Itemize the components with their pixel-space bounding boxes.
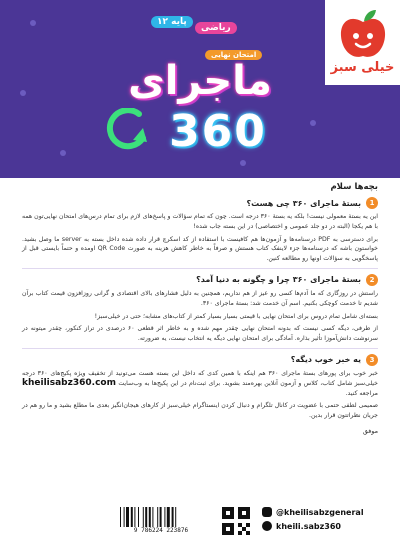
- instagram-icon: [262, 507, 272, 517]
- barcode-bar: [131, 507, 133, 527]
- isbn-number: 9 786224 223876: [133, 527, 189, 534]
- back-cover-text: [22, 182, 378, 435]
- telegram-icon: [262, 521, 272, 531]
- barcode-bar: [120, 507, 121, 527]
- barcode-bar: [124, 507, 125, 527]
- barcode-bar: [134, 507, 135, 527]
- rotate-arrow-icon: [99, 108, 151, 152]
- paragraph: برای دسترسی به PDF درسنامه‌ها و آزمون‌ها هم کافیست با استفاده از کد اسکرچ قرار داده شده داخل بسته به server ما وصل بشید. خواستون باشه که درسنامه‌ها جزء لاینفک کتاب هستش و صرفاً به خاطر کاهش هزینه به صورت QR Code اومده و حتماً بایستی قبل از پاسخگویی به سؤالات اونها رو مطالعه کنین.: [22, 235, 379, 263]
- section-title: بستهٔ ماجرای ۳۶۰ چی هست؟: [246, 198, 361, 208]
- closing-word: موفق: [362, 426, 378, 435]
- website-link[interactable]: kheilisabz360.com: [22, 377, 116, 388]
- telegram-handle: kheili.sabz360: [276, 521, 341, 531]
- decor-dot: [60, 150, 66, 156]
- social-links: [262, 505, 382, 533]
- subject-tag: ریاضی: [195, 22, 237, 34]
- instagram-link[interactable]: [262, 505, 382, 519]
- greeting: بچه‌ها سلام: [330, 182, 378, 192]
- paragraph: این یه بستهٔ معمولی نیست! بلکه یه بستهٔ ۳۶۰ درجه است. چون که تمام سؤالات و پاسخ‌های لازم برای تمام درس‌های امتحان نهایی‌تون همه با هم یکجا (البته در دو جلد عمومی و اختصاصی) در این بسته جاب شده!: [22, 213, 379, 230]
- instagram-handle: @kheilisabzgeneral: [276, 507, 364, 517]
- telegram-link[interactable]: [262, 519, 382, 533]
- divider: [22, 348, 378, 349]
- barcode-bar: [126, 507, 129, 527]
- section-number: 2: [366, 274, 378, 286]
- final-exam-tag: امتحان نهایی: [205, 50, 262, 60]
- section-number: 1: [366, 197, 378, 209]
- barcode-bar: [143, 507, 144, 527]
- barcode-bar: [138, 507, 139, 527]
- divider: [22, 268, 378, 269]
- apple-logo-icon: [338, 8, 388, 62]
- section-heading-1: [22, 197, 378, 209]
- section-title: یه خبر خوب دیگه؟: [290, 355, 361, 365]
- decor-dot: [310, 120, 316, 126]
- barcode-bar: [157, 507, 158, 527]
- isbn-barcode: [116, 505, 206, 537]
- decor-dot: [20, 90, 26, 96]
- cover-header: [0, 0, 400, 178]
- paragraph: صمیمی لطفی حتمی با عضویت در کانال تلگرام و دنبال کردن اینستاگرام خیلی‌سبز از کارهای هیجان‌انگیز بعدی ما مطلع بشید و ما رو هم در جریان نظراتتون قرار بدین.: [22, 402, 378, 420]
- barcode-bar: [149, 507, 151, 527]
- title-number: 360: [169, 106, 267, 157]
- paragraph-text: مراجعه کنید.: [345, 389, 378, 397]
- publisher-logo: [325, 0, 400, 85]
- section-number: 3: [366, 354, 378, 366]
- barcode-bar: [160, 507, 162, 527]
- title-text: ماجرای: [128, 58, 272, 104]
- barcode-bar: [152, 507, 153, 527]
- barcode-bar: [172, 507, 174, 527]
- footer: [0, 505, 400, 540]
- barcode-bar: [175, 507, 176, 527]
- barcode-bar: [167, 507, 170, 527]
- barcode-bars: [120, 507, 202, 527]
- paragraph: [22, 369, 378, 398]
- qr-code-icon[interactable]: [222, 507, 250, 535]
- section-heading-3: [22, 354, 378, 366]
- section-title: بستهٔ ماجرای ۳۶۰ چرا و چگونه به دنیا آمد؟: [196, 275, 361, 285]
- paragraph: بسته‌ای شامل تمام دروس برای امتحان نهایی با قیمتی بسیار بسیار کمتر از کتاب‌های مشابه؛ حتی در خیلی‌سبز!: [94, 312, 378, 320]
- paragraph-text: خبر خوب برای پورهای بستهٔ ماجرای ۳۶۰ هم اینکه با همین کدی که داخل این بسته هست می‌تونید از تخفیف ویژه پکیج‌های ۳۶۰ درجه خیلی‌سبز شامل کتاب، کلاس و آزمون آنلاین بهره‌مند بشوید. برای ثبت‌نام در این پکیج‌ها به وب‌سایت: [22, 369, 378, 387]
- paragraph: راستش در روزگاری که ما آدم‌ها کسی رو عیز از هم نداریم، همچنین به دلیل فشارهای بالای اقتصادی و گرانی روزافزون قیمت کتاب برآن شدیم تا خدمت کوچکی بکنیم. اسم آن خدمت شد: بستهٔ ماجرای ۳۶۰.: [22, 289, 378, 307]
- paragraph: از طرفی، دیگه کسی نیست که بدونه امتحان نهایی چقدر مهم شده و به خاطر اثر قطعی ۶۰ درصدی در تراز کنکور، چقدر میتونه در سرنوشت دانش‌آموزا تأثیر بذاره. آمادگی برای امتحان نهایی دیگه یه انتخاب نیست، یه ضرورته.: [22, 325, 378, 343]
- barcode-bar: [164, 507, 165, 527]
- series-title: [95, 12, 295, 162]
- decor-dot: [30, 20, 36, 26]
- barcode-bar: [145, 507, 147, 527]
- logo-text: خیلی سبز: [330, 60, 395, 75]
- section-heading-2: [22, 274, 378, 286]
- grade-tag: پایه ۱۲: [151, 16, 193, 28]
